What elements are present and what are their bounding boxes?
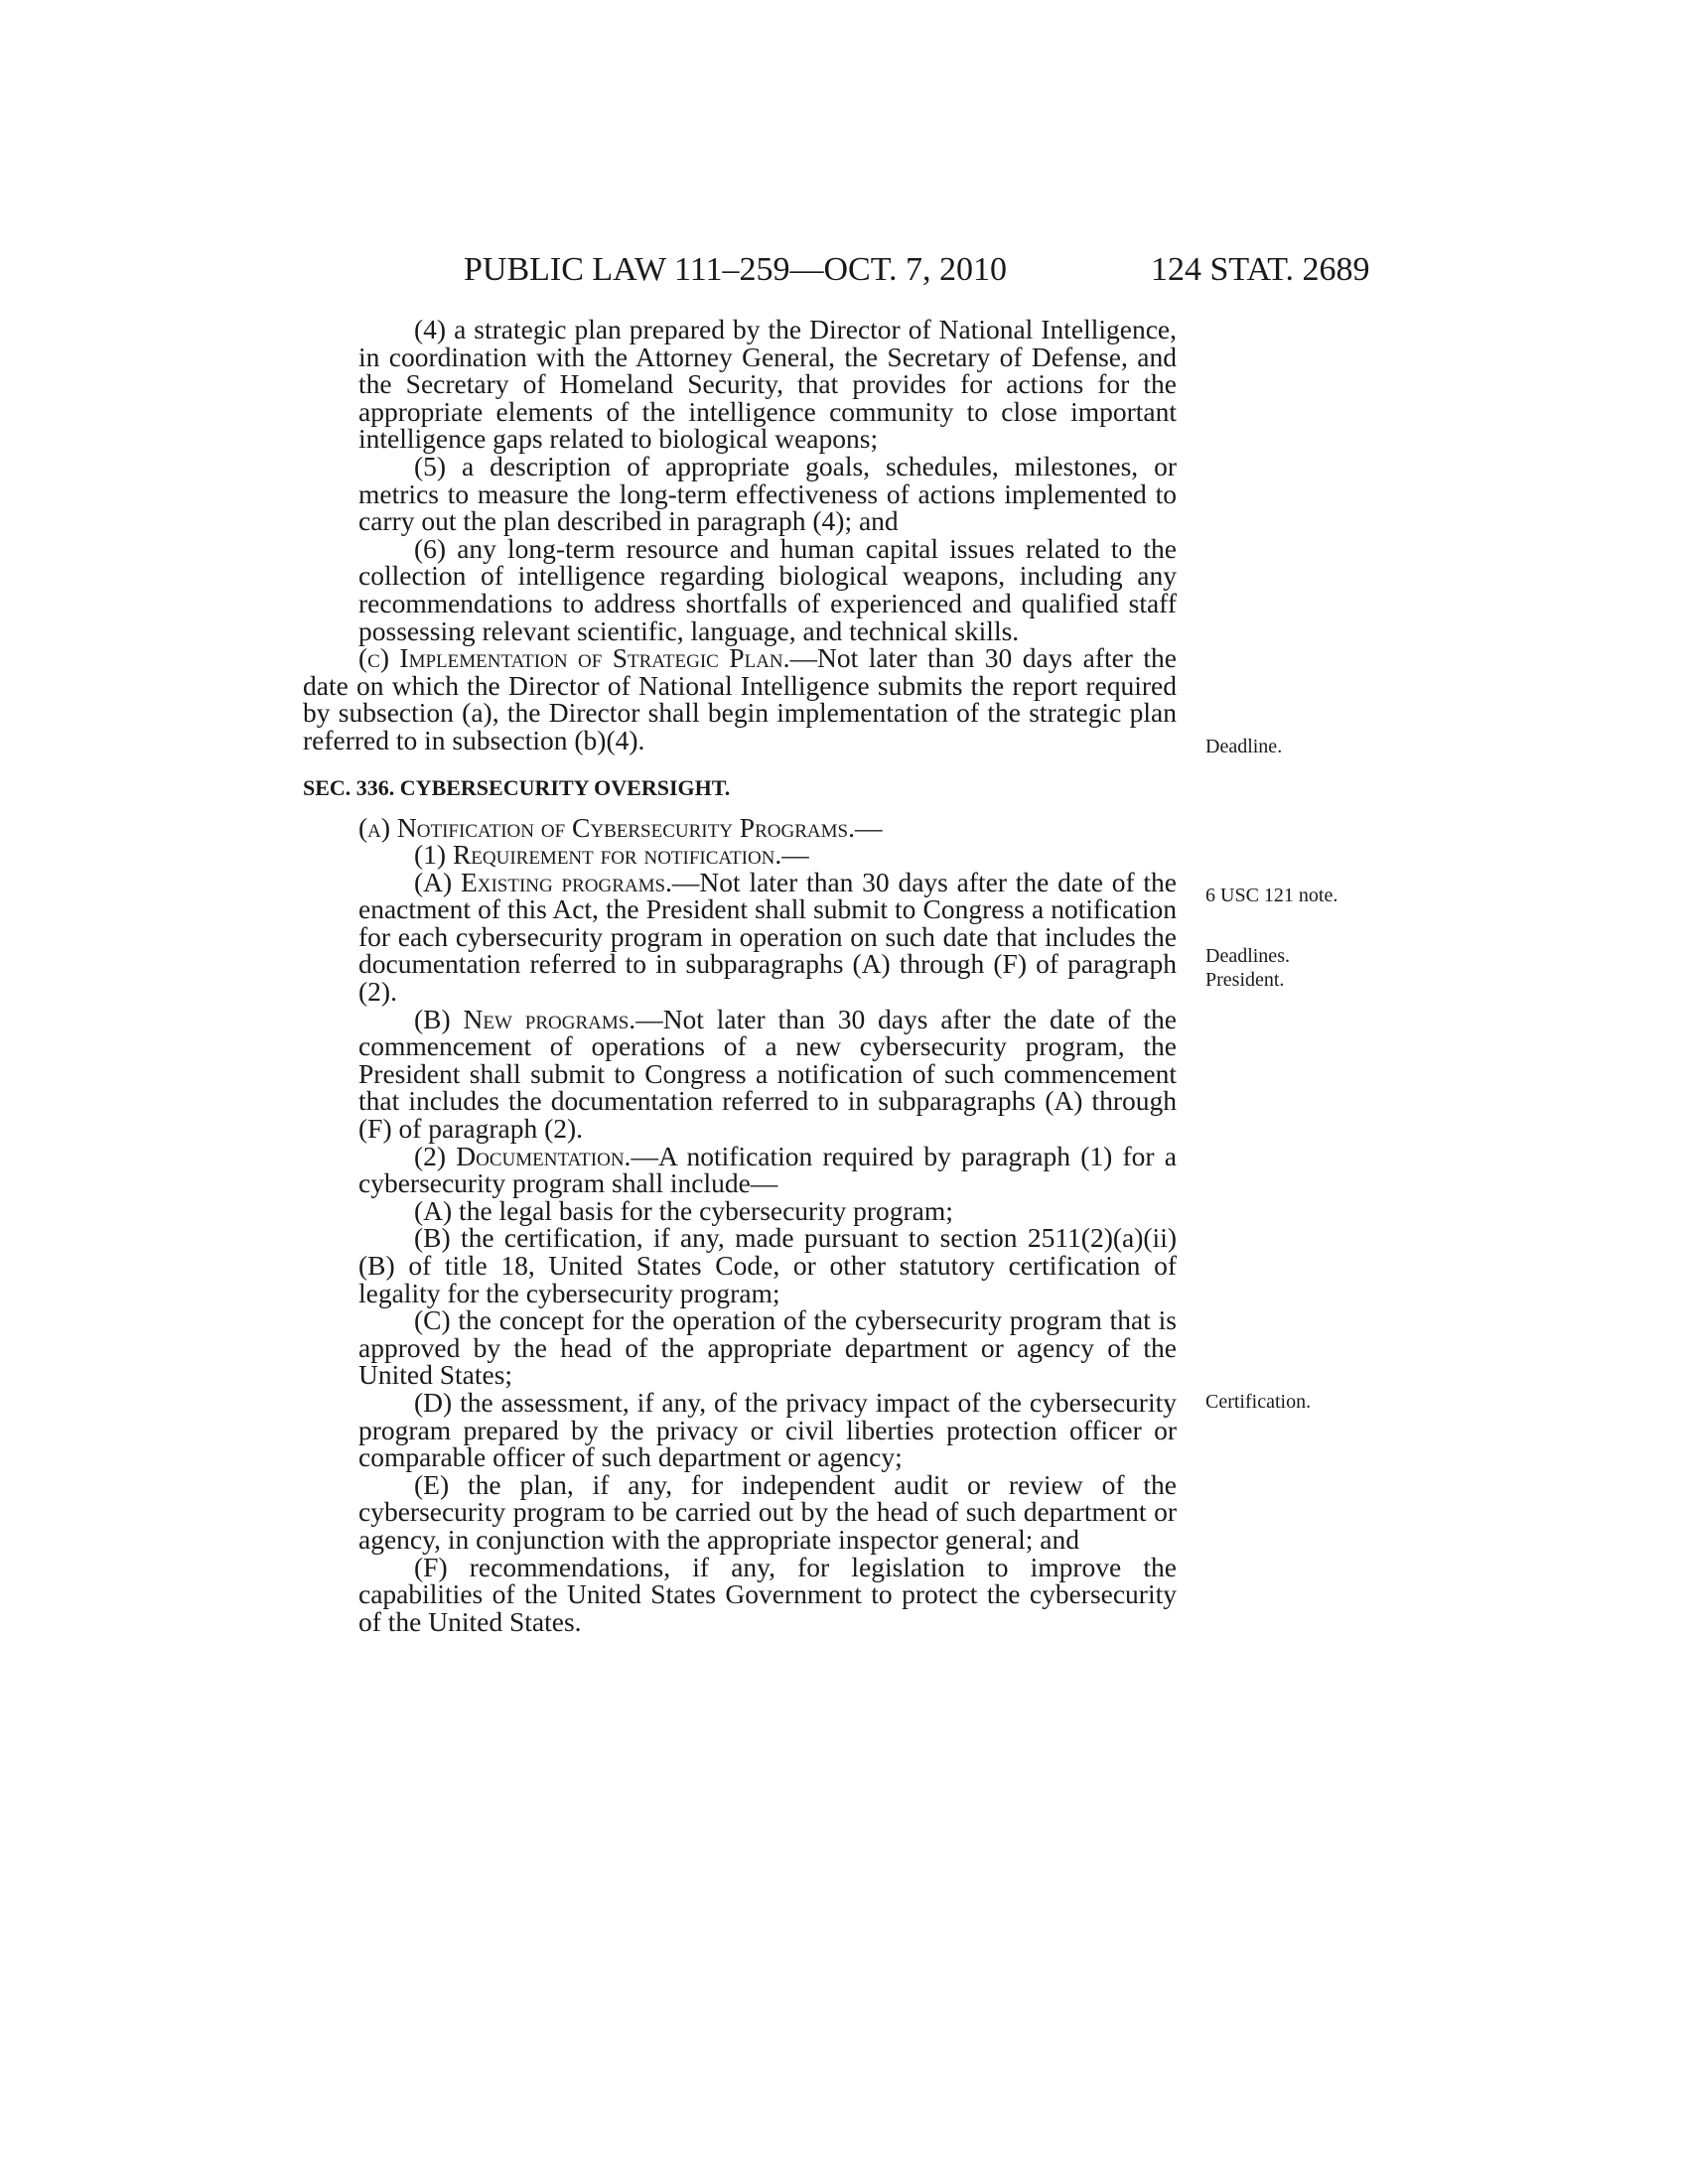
subparagraph-a1A-text: —Not later than 30 days after the date of the enactment of this Act, the President shall submit to Congress a notification for each cybersecurity program in operation on such date that includes the documentation referred to in subparagraphs (A) through (F) of paragraph (2). — [358, 866, 1177, 1008]
subparagraph-a2B: (B) the certification, if any, made pursuant to section 2511(2)(a)(ii)(B) of title 18, United States Code, or other statutory certification of legality for the cybersecurity program; — [358, 1222, 1177, 1308]
margin-note-deadline: Deadline. — [1205, 736, 1283, 757]
page-citation: 124 STAT. 2689 — [1151, 251, 1370, 288]
paragraph-a2 — [303, 1140, 1177, 1199]
paragraph-6: (6) any long-term resource and human capital issues related to the collection of intelligence regarding biological weapons, including any recommendations to address shortfalls of experienced and qualified staff possessing relevant scientific, language, and technical skills. — [358, 532, 1177, 646]
subparagraph-a2C: (C) the concept for the operation of the cybersecurity program that is approved by the head of the appropriate department or agency of the United States; — [358, 1304, 1177, 1391]
subsection-c — [303, 644, 1177, 753]
subparagraph-a2F: (F) recommendations, if any, for legislation to improve the capabilities of the United States Government to protect the cybersecurity of the United States. — [358, 1551, 1177, 1637]
subparagraph-a1A-heading: (A) Existing programs. — [414, 866, 672, 897]
margin-note-certification: Certification. — [1205, 1391, 1312, 1413]
subparagraph-a1B — [303, 1003, 1178, 1145]
margin-note-president: President. — [1205, 969, 1285, 991]
subparagraph-a1A — [303, 866, 1177, 1008]
subsection-a — [303, 811, 1177, 843]
paragraph-a1-heading: (1) Requirement for notification. — [414, 839, 782, 871]
running-header-title: PUBLIC LAW 111–259—OCT. 7, 2010 — [464, 251, 1007, 288]
section-heading: SEC. 336. CYBERSECURITY OVERSIGHT. — [303, 774, 731, 800]
paragraph-a1-dash: — — [781, 839, 809, 871]
subsection-c-text: —Not later than 30 days after the date on which the Director of National Intelligence submits the report required by subsection (a), the Director shall begin implementation of the strategic plan referred to in subsection (b)(4). — [303, 642, 1177, 755]
subparagraph-a2E: (E) the plan, if any, for independent audit or review of the cybersecurity program to be carried out by the head of such department or agency, in conjunction with the appropriate inspector general; and — [358, 1468, 1177, 1555]
paragraph-a2-heading: (2) Documentation. — [414, 1140, 632, 1171]
paragraph-5: (5) a description of appropriate goals, schedules, milestones, or metrics to measure the long-term effectiveness of actions implemented to carry out the plan described in paragraph (4); and — [358, 450, 1177, 537]
subsection-c-heading: (c) Implementation of Strategic Plan. — [358, 642, 790, 674]
subparagraph-a2A: (A) the legal basis for the cybersecurity program; — [414, 1194, 953, 1226]
margin-note-usc: 6 USC 121 note. — [1205, 885, 1338, 906]
paragraph-4: (4) a strategic plan prepared by the Director of National Intelligence, in coordination with the Attorney General, the Secretary of Defense, and the Secretary of Homeland Security, that provides for actions for the appropriate elements of the intelligence community to close important intelligence gaps related to biological weapons; — [358, 314, 1177, 455]
page-body — [303, 316, 1177, 1635]
margin-note-deadlines: Deadlines. — [1205, 945, 1290, 967]
subparagraph-a2D: (D) the assessment, if any, of the privacy impact of the cybersecurity program prepared by the privacy or civil liberties protection officer or comparable officer of such department or agency; — [358, 1386, 1177, 1473]
subsection-a-dash: — — [854, 811, 883, 843]
subparagraph-a1B-heading: (B) New programs. — [414, 1003, 636, 1034]
subsection-a-heading: (a) Notification of Cybersecurity Programs. — [358, 811, 855, 843]
paragraph-a1 — [303, 841, 1177, 869]
subparagraph-a1B-text: —Not later than 30 days after the date of the commencement of operations of a new cybersecurity program, the President shall submit to Congress a notification of such commencement that includes the documentation referred to in subparagraphs (A) through (F) of paragraph (2). — [358, 1003, 1178, 1145]
paragraph-a2-text: —A notification required by paragraph (1) for a cybersecurity program shall include— — [358, 1140, 1177, 1199]
